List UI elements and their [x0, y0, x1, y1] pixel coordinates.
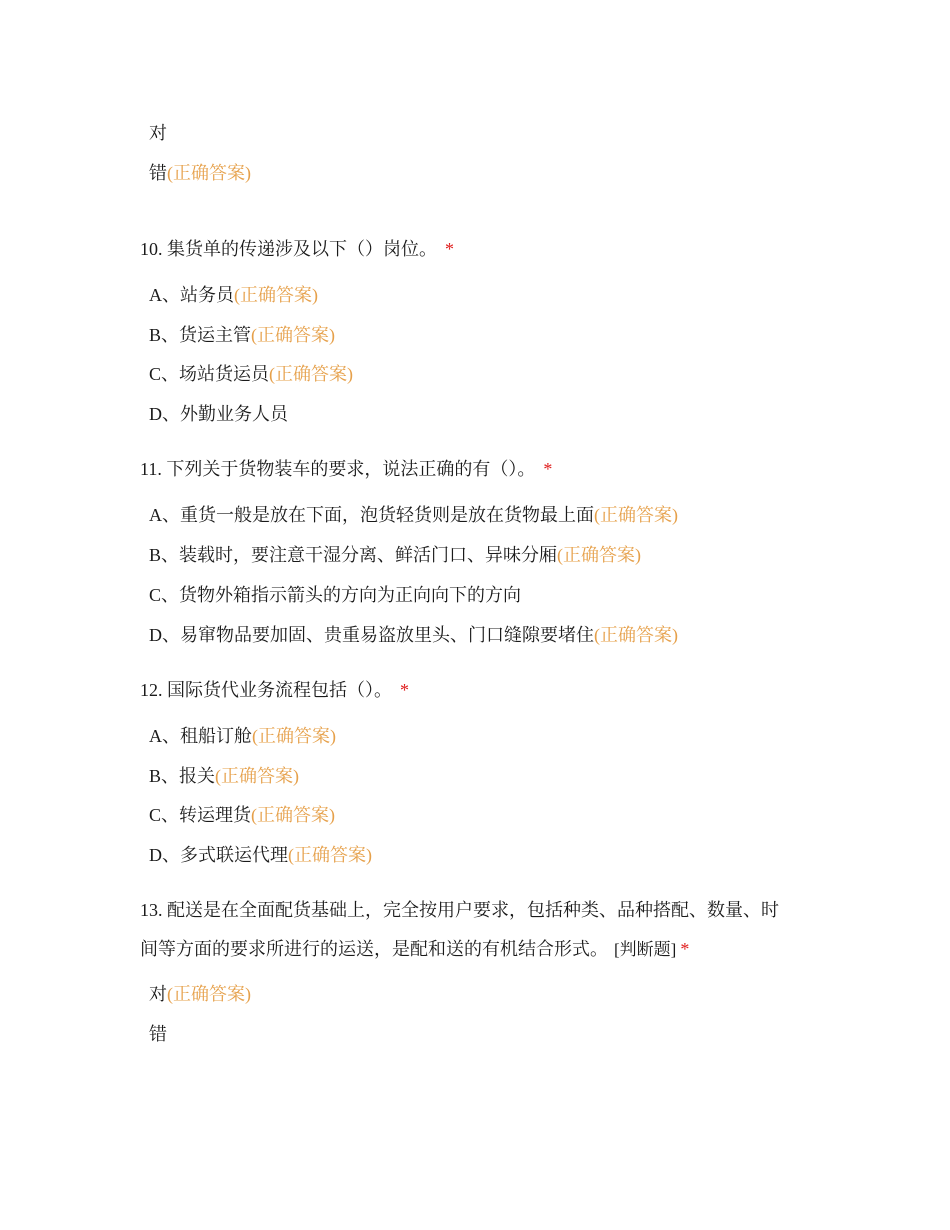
option-label: B、报关 — [149, 766, 216, 786]
required-mark: * — [400, 680, 409, 700]
correct-answer-tag: (正确答案) — [557, 545, 642, 565]
option-label: 对 — [149, 984, 167, 1004]
required-mark: * — [543, 459, 553, 479]
q11-option-c[interactable] — [149, 583, 521, 607]
q11-option-b[interactable] — [149, 543, 641, 567]
correct-answer-tag: (正确答案) — [252, 726, 336, 746]
option-label: C、场站货运员 — [149, 364, 270, 384]
correct-answer-tag: (正确答案) — [167, 163, 251, 183]
question-text: 11. 下列关于货物装车的要求，说法正确的有（）。 — [140, 459, 536, 479]
q10-option-d[interactable] — [149, 402, 288, 426]
required-mark: * — [445, 239, 454, 259]
option-label: A、站务员 — [149, 285, 234, 305]
q12-option-b[interactable] — [149, 764, 299, 788]
correct-answer-tag: (正确答案) — [215, 766, 300, 786]
question-12-title — [140, 678, 409, 702]
q10-option-a[interactable] — [149, 283, 318, 307]
prev-option-false[interactable] — [149, 161, 251, 185]
correct-answer-tag: (正确答案) — [594, 505, 678, 525]
correct-answer-tag: (正确答案) — [594, 625, 678, 645]
q12-option-c[interactable] — [149, 803, 335, 827]
option-label: C、转运理货 — [149, 805, 252, 825]
option-label: 错 — [149, 1024, 167, 1044]
q12-option-d[interactable] — [149, 843, 372, 867]
required-mark: * — [680, 939, 690, 959]
correct-answer-tag: (正确答案) — [288, 845, 372, 865]
correct-answer-tag: (正确答案) — [167, 984, 251, 1004]
q13-option-false[interactable] — [149, 1022, 167, 1046]
question-type-label: [判断题] — [614, 940, 677, 959]
correct-answer-tag: (正确答案) — [251, 325, 336, 345]
option-label: D、外勤业务人员 — [149, 404, 288, 424]
question-text: 12. 国际货代业务流程包括（）。 — [140, 680, 392, 700]
q10-option-c[interactable] — [149, 362, 353, 386]
question-11-title — [140, 457, 552, 481]
correct-answer-tag: (正确答案) — [269, 364, 354, 384]
q11-option-d[interactable] — [149, 623, 678, 647]
correct-answer-tag: (正确答案) — [234, 285, 318, 305]
option-label: D、易窜物品要加固、贵重易盗放里头、门口缝隙要堵住 — [149, 625, 594, 645]
option-label: D、多式联运代理 — [149, 845, 288, 865]
question-10-title — [140, 237, 454, 261]
option-label: B、货运主管 — [149, 325, 252, 345]
question-13-title-line1 — [140, 898, 779, 922]
correct-answer-tag: (正确答案) — [251, 805, 336, 825]
q13-option-true[interactable] — [149, 982, 251, 1006]
option-label: A、租船订舱 — [149, 726, 252, 746]
q11-option-a[interactable] — [149, 503, 678, 527]
option-label: 错 — [149, 163, 167, 183]
question-13-title-line2 — [140, 937, 689, 962]
option-label: A、重货一般是放在下面，泡货轻货则是放在货物最上面 — [149, 505, 594, 525]
option-label: B、装载时，要注意干湿分离、鲜活门口、异味分厢 — [149, 545, 558, 565]
question-text: 10. 集货单的传递涉及以下（）岗位。 — [140, 239, 437, 259]
question-text: 13. 配送是在全面配货基础上，完全按用户要求，包括种类、品种搭配、数量、时 — [140, 900, 779, 920]
q12-option-a[interactable] — [149, 724, 336, 748]
question-text: 间等方面的要求所进行的运送，是配和送的有机结合形式。 — [140, 939, 608, 959]
q10-option-b[interactable] — [149, 323, 335, 347]
option-label: 对 — [149, 123, 167, 143]
option-label: C、货物外箱指示箭头的方向为正向向下的方向 — [149, 585, 522, 605]
prev-option-true[interactable] — [149, 121, 167, 145]
